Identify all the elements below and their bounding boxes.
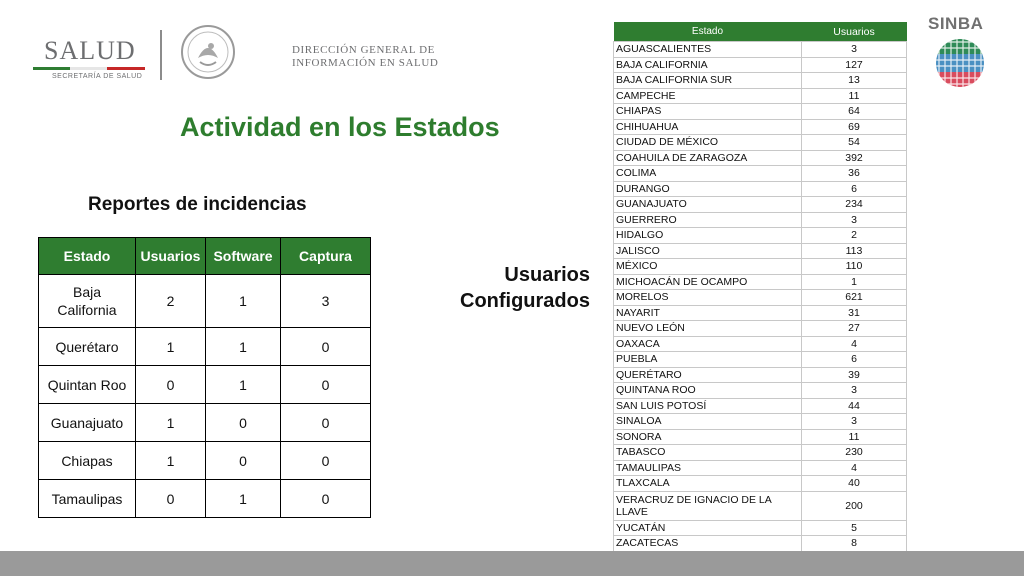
table-cell: 54 [802, 135, 907, 151]
table-cell: CHIHUAHUA [614, 119, 802, 135]
usuarios-header: Usuarios [802, 22, 907, 42]
table-row [614, 476, 907, 492]
table-cell: Chiapas [39, 442, 136, 480]
table-row [614, 414, 907, 430]
table-row [614, 181, 907, 197]
table-cell: 1 [206, 480, 281, 518]
sinba-logo [928, 14, 994, 94]
table-row [39, 404, 371, 442]
table-cell: MICHOACÁN DE OCAMPO [614, 274, 802, 290]
table-cell: Tamaulipas [39, 480, 136, 518]
table-cell: 8 [802, 536, 907, 552]
table-row [614, 398, 907, 414]
page-title: Actividad en los Estados [180, 112, 500, 142]
table-row [614, 429, 907, 445]
table-cell: TLAXCALA [614, 476, 802, 492]
table-cell: SINALOA [614, 414, 802, 430]
table-row [614, 383, 907, 399]
sinba-logo-text: SINBA [928, 14, 984, 33]
table-row [39, 442, 371, 480]
table-cell: 2 [136, 275, 206, 328]
table-row [614, 42, 907, 58]
table-row [614, 274, 907, 290]
table-cell: 0 [136, 366, 206, 404]
incidencias-header: Estado [39, 238, 136, 275]
table-row [614, 367, 907, 383]
incidencias-header: Software [206, 238, 281, 275]
salud-logo [30, 30, 150, 85]
table-cell: Quintan Roo [39, 366, 136, 404]
footer-bar [0, 551, 1024, 576]
table-cell: 230 [802, 445, 907, 461]
table-cell: SONORA [614, 429, 802, 445]
table-row [614, 445, 907, 461]
table-cell: 3 [802, 383, 907, 399]
table-row [614, 228, 907, 244]
table-cell: 1 [136, 328, 206, 366]
incidencias-table [38, 237, 371, 518]
table-cell: 234 [802, 197, 907, 213]
table-cell: MORELOS [614, 290, 802, 306]
table-cell: QUINTANA ROO [614, 383, 802, 399]
table-cell: 44 [802, 398, 907, 414]
usuarios-table [613, 22, 907, 552]
table-cell: 3 [802, 42, 907, 58]
table-row [39, 480, 371, 518]
table-cell: 0 [281, 328, 371, 366]
dgis-line-2: INFORMACIÓN EN SALUD [292, 57, 439, 69]
table-cell: 69 [802, 119, 907, 135]
dgis-line-1: DIRECCIÓN GENERAL DE [292, 44, 435, 56]
table-cell: Guanajuato [39, 404, 136, 442]
table-row [614, 119, 907, 135]
table-cell: Baja California [39, 275, 136, 328]
incidencias-header: Usuarios [136, 238, 206, 275]
table-cell: 0 [206, 442, 281, 480]
table-cell: 392 [802, 150, 907, 166]
table-cell: GUANAJUATO [614, 197, 802, 213]
table-cell: OAXACA [614, 336, 802, 352]
table-cell: 31 [802, 305, 907, 321]
table-row [614, 305, 907, 321]
table-cell: 3 [802, 212, 907, 228]
table-cell: 0 [281, 442, 371, 480]
table-cell: GUERRERO [614, 212, 802, 228]
table-cell: VERACRUZ DE IGNACIO DE LA LLAVE [614, 491, 802, 520]
table-cell: 0 [281, 404, 371, 442]
salud-logo-text: SALUD [44, 36, 136, 65]
table-cell: TABASCO [614, 445, 802, 461]
usuarios-configurados-label [430, 262, 590, 314]
incidencias-header: Captura [281, 238, 371, 275]
table-cell: 13 [802, 73, 907, 89]
table-cell: 3 [281, 275, 371, 328]
salud-logo-subtitle: SECRETARÍA DE SALUD [52, 73, 143, 80]
table-cell: PUEBLA [614, 352, 802, 368]
table-row [614, 520, 907, 536]
table-cell: COAHUILA DE ZARAGOZA [614, 150, 802, 166]
table-row [614, 88, 907, 104]
table-cell: CHIAPAS [614, 104, 802, 120]
salud-logo-bar [33, 67, 145, 70]
table-cell: 4 [802, 460, 907, 476]
table-cell: 0 [206, 404, 281, 442]
table-cell: MÉXICO [614, 259, 802, 275]
table-cell: 11 [802, 88, 907, 104]
dgis-logo [292, 44, 438, 70]
table-cell: 5 [802, 520, 907, 536]
table-cell: 200 [802, 491, 907, 520]
table-cell: NAYARIT [614, 305, 802, 321]
table-cell: JALISCO [614, 243, 802, 259]
table-row [39, 275, 371, 328]
table-cell: 0 [281, 366, 371, 404]
table-cell: 1 [136, 404, 206, 442]
usuarios-header-row [614, 22, 907, 42]
table-row [614, 536, 907, 552]
table-row [39, 328, 371, 366]
table-cell: QUERÉTARO [614, 367, 802, 383]
table-cell: CAMPECHE [614, 88, 802, 104]
table-cell: 6 [802, 181, 907, 197]
table-row [614, 166, 907, 182]
table-cell: 64 [802, 104, 907, 120]
table-cell: YUCATÁN [614, 520, 802, 536]
table-cell: 40 [802, 476, 907, 492]
sinba-globe-icon [933, 36, 987, 90]
table-cell: 27 [802, 321, 907, 337]
table-row [614, 135, 907, 151]
table-cell: 113 [802, 243, 907, 259]
table-cell: 39 [802, 367, 907, 383]
table-cell: TAMAULIPAS [614, 460, 802, 476]
table-cell: 110 [802, 259, 907, 275]
incidencias-header-row [39, 238, 371, 275]
usuarios-header: Estado [614, 22, 802, 42]
section-subtitle: Reportes de incidencias [88, 194, 307, 215]
mexico-seal-icon [180, 24, 236, 80]
table-cell: 36 [802, 166, 907, 182]
table-row [614, 460, 907, 476]
table-cell: SAN LUIS POTOSÍ [614, 398, 802, 414]
table-cell: 1 [136, 442, 206, 480]
table-row [614, 104, 907, 120]
table-row [614, 290, 907, 306]
table-cell: BAJA CALIFORNIA SUR [614, 73, 802, 89]
table-cell: 1 [206, 328, 281, 366]
side-label-line-1: Usuarios [504, 264, 590, 286]
table-row [614, 212, 907, 228]
table-row [614, 73, 907, 89]
table-row [614, 352, 907, 368]
table-cell: 3 [802, 414, 907, 430]
table-cell: 2 [802, 228, 907, 244]
table-row [614, 259, 907, 275]
table-cell: 1 [206, 366, 281, 404]
table-cell: CIUDAD DE MÉXICO [614, 135, 802, 151]
table-cell: BAJA CALIFORNIA [614, 57, 802, 73]
table-cell: 1 [206, 275, 281, 328]
table-row [614, 243, 907, 259]
table-cell: 11 [802, 429, 907, 445]
table-row [614, 197, 907, 213]
table-row [614, 150, 907, 166]
table-cell: 621 [802, 290, 907, 306]
table-cell: 4 [802, 336, 907, 352]
table-cell: DURANGO [614, 181, 802, 197]
table-cell: HIDALGO [614, 228, 802, 244]
table-cell: 0 [136, 480, 206, 518]
side-label-line-2: Configurados [460, 290, 590, 312]
table-row [614, 491, 907, 520]
table-row [614, 321, 907, 337]
table-cell: 0 [281, 480, 371, 518]
table-row [614, 336, 907, 352]
usuarios-table-body [614, 42, 907, 552]
table-cell: 6 [802, 352, 907, 368]
table-cell: NUEVO LEÓN [614, 321, 802, 337]
table-row [614, 57, 907, 73]
table-cell: ZACATECAS [614, 536, 802, 552]
table-cell: AGUASCALIENTES [614, 42, 802, 58]
table-cell: Querétaro [39, 328, 136, 366]
table-cell: 127 [802, 57, 907, 73]
header-divider [160, 30, 162, 80]
table-cell: 1 [802, 274, 907, 290]
table-row [39, 366, 371, 404]
table-cell: COLIMA [614, 166, 802, 182]
